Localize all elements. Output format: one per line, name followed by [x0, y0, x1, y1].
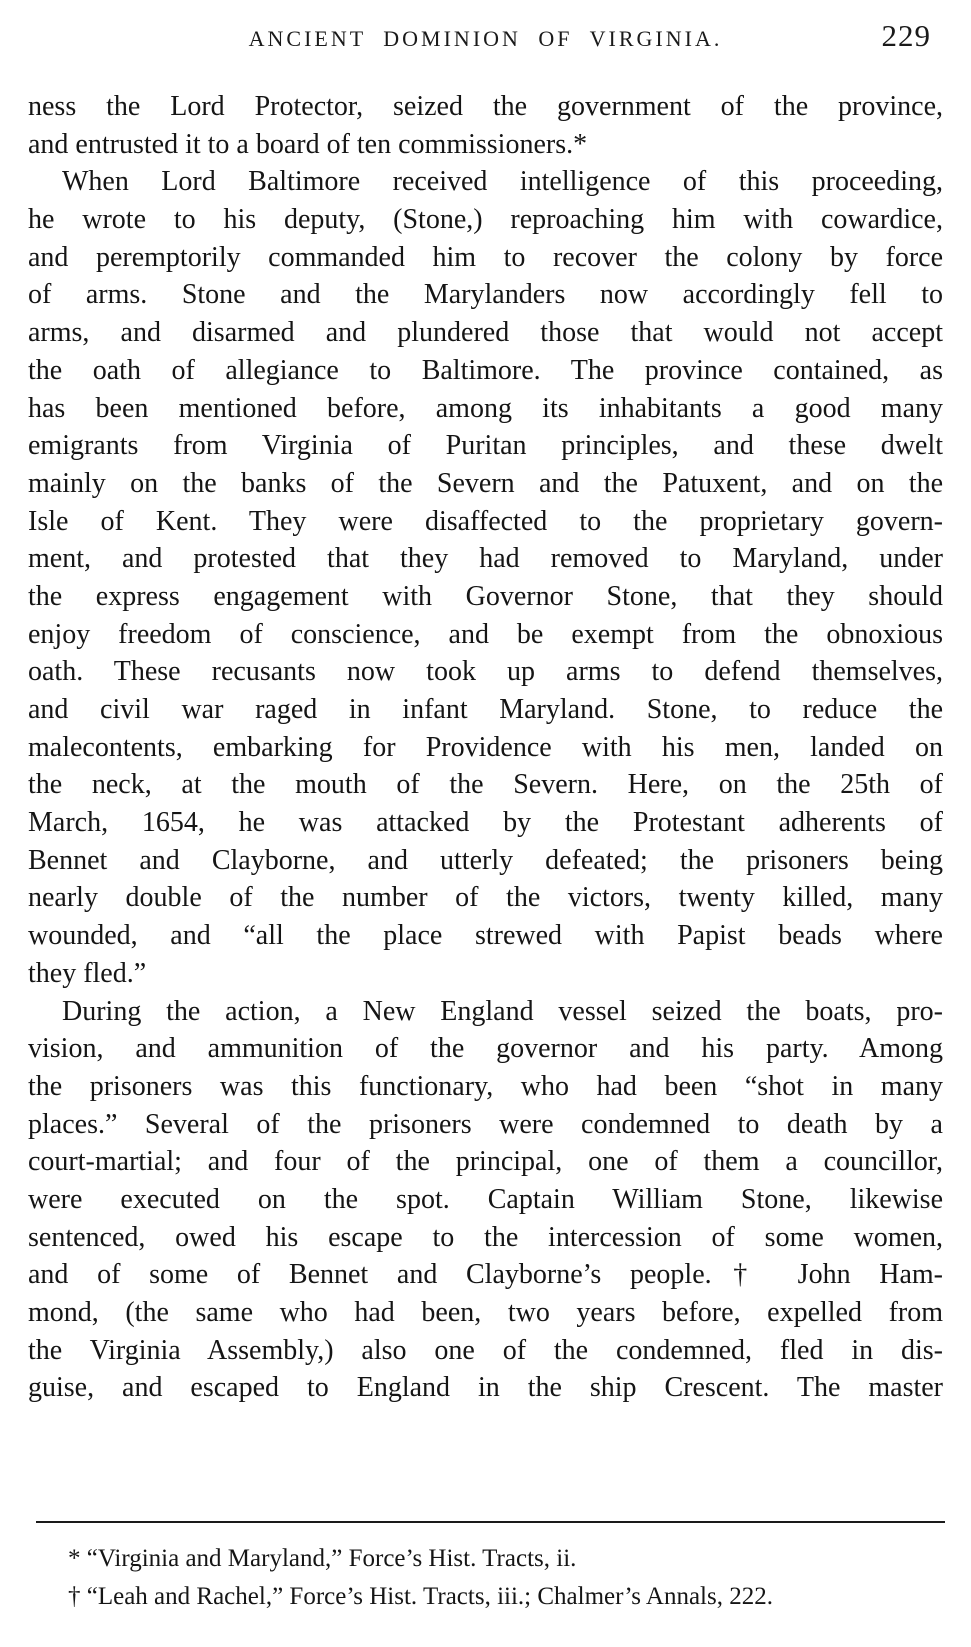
text-line: During the action, a New England vessel seized the boats, pro- — [62, 995, 943, 1027]
text-line: malecontents, embarking for Providence with his men, landed on — [28, 731, 943, 763]
text-line: mond, (the same who had been, two years before, expelled from — [28, 1297, 943, 1328]
text-line: sentenced, owed his escape to the intercession of some women, — [28, 1221, 943, 1253]
text-line: March, 1654, he was attacked by the Protestant adherents of — [28, 807, 943, 839]
footnote-separator-rule — [36, 1521, 945, 1523]
text-line: and peremptorily commanded him to recover the colony by force — [28, 241, 943, 273]
text-line: places.” Several of the prisoners were condemned to death by a — [28, 1108, 943, 1140]
footnote-asterisk: * “Virginia and Maryland,” Force’s Hist. Tracts, ii. — [68, 1545, 577, 1572]
text-line: the prisoners was this functionary, who had been “shot in many — [28, 1070, 943, 1102]
text-line: and entrusted it to a board of ten commissioners.* — [28, 128, 588, 160]
text-line: ment, and protested that they had removed to Maryland, under — [28, 543, 943, 575]
text-line: court-martial; and four of the principal, one of them a councillor, — [28, 1146, 943, 1178]
page-body — [28, 88, 943, 1407]
text-line: and civil war raged in infant Maryland. Stone, to reduce the — [28, 694, 943, 725]
text-line: ness the Lord Protector, seized the government of the province, — [28, 91, 943, 122]
text-line: wounded, and “all the place strewed with Papist beads where — [28, 920, 943, 952]
text-line: Isle of Kent. They were disaffected to the proprietary govern- — [28, 505, 943, 537]
text-line: mainly on the banks of the Severn and the Patuxent, and on the — [28, 467, 943, 499]
text-line: and of some of Bennet and Clayborne’s people.† John Ham- — [28, 1259, 943, 1291]
text-line: nearly double of the number of the victors, twenty killed, many — [28, 882, 943, 914]
footnote-dagger: † “Leah and Rachel,” Force’s Hist. Tracts, iii.; Chalmer’s Annals, 222. — [68, 1583, 773, 1610]
text-line: were executed on the spot. Captain William Stone, likewise — [28, 1183, 943, 1215]
footnotes — [68, 1540, 948, 1616]
text-line: enjoy freedom of conscience, and be exempt from the obnoxious — [28, 618, 943, 650]
running-head-title: ANCIENT DOMINION OF VIRGINIA. — [248, 26, 723, 51]
text-line: the oath of allegiance to Baltimore. The province contained, as — [28, 354, 943, 386]
text-line: the neck, at the mouth of the Severn. Here, on the 25th of — [28, 769, 943, 801]
text-line: oath. These recusants now took up arms to defend themselves, — [28, 656, 943, 688]
text-line: he wrote to his deputy, (Stone,) reproaching him with cowardice, — [28, 204, 943, 236]
page-number: 229 — [881, 18, 931, 53]
text-line: the Virginia Assembly,) also one of the condemned, fled in dis- — [28, 1334, 943, 1366]
text-line: the express engagement with Governor Stone, that they should — [28, 580, 943, 612]
text-line: guise, and escaped to England in the ship Crescent. The master — [28, 1372, 943, 1404]
text-line: When Lord Baltimore received intelligence of this proceeding, — [62, 166, 943, 198]
text-line: Bennet and Clayborne, and utterly defeated; the prisoners being — [28, 844, 943, 876]
text-line: of arms. Stone and the Marylanders now accordingly fell to — [28, 279, 943, 311]
text-line: arms, and disarmed and plundered those that would not accept — [28, 317, 943, 349]
text-line: has been mentioned before, among its inhabitants a good many — [28, 392, 943, 424]
text-line: vision, and ammunition of the governor and his party. Among — [28, 1033, 943, 1065]
text-line: they fled.” — [28, 957, 147, 989]
text-line: emigrants from Virginia of Puritan principles, and these dwelt — [28, 430, 943, 462]
